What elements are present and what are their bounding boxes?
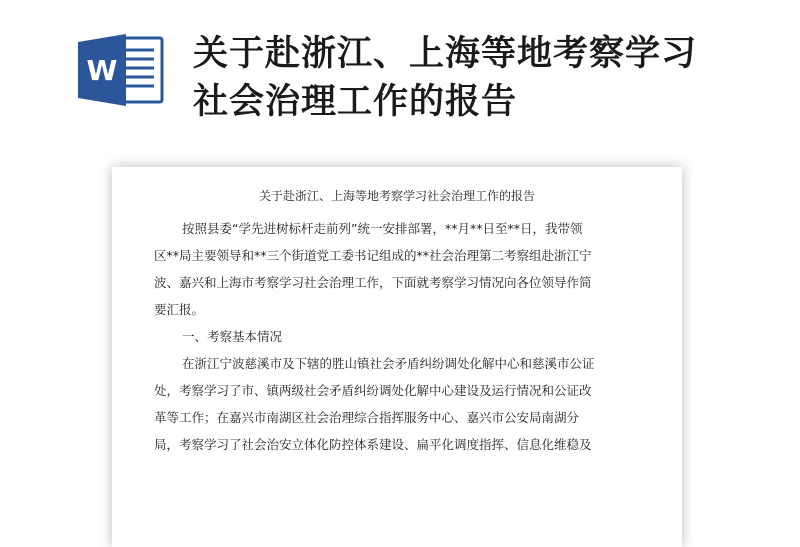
word-icon: [76, 32, 166, 108]
body-line-9: 局，考察学习了社会治安立体化防控体系建设、扁平化调度指挥、信息化维稳及: [154, 437, 592, 452]
body-line-2: 区**局主要领导和**三个街道党工委书记组成的**社会治理第二考察组赴浙江宁: [154, 248, 592, 263]
header: [0, 0, 800, 160]
page-title-line-2: 社会治理工作的报告: [193, 82, 518, 122]
page-title: [193, 30, 773, 126]
document-body: [154, 215, 654, 458]
body-line-4: 要汇报。: [154, 302, 205, 317]
body-line-6: 在浙江宁波慈溪市及下辖的胜山镇社会矛盾纠纷调处化解中心和慈溪市公证: [182, 356, 595, 371]
page-title-line-1: 关于赴浙江、上海等地考察学习: [193, 34, 698, 74]
section-heading-1: 一、考察基本情况: [182, 329, 283, 344]
word-logo-letter: W: [86, 54, 118, 87]
body-line-7: 处，考察学习了市、镇两级社会矛盾纠纷调处化解中心建设及运行情况和公证改: [154, 383, 592, 398]
document-page: [112, 167, 682, 547]
document-title: 关于赴浙江、上海等地考察学习社会治理工作的报告: [258, 189, 535, 203]
body-line-1: 按照县委“学先进树标杆走前列”统一安排部署，**月**日至**日，我带领: [182, 221, 583, 236]
body-line-8: 革等工作；在嘉兴市南湖区社会治理综合指挥服务中心、嘉兴市公安局南湖分: [154, 410, 580, 425]
body-line-3: 波、嘉兴和上海市考察学习社会治理工作，下面就考察学习情况向各位领导作简: [154, 275, 592, 290]
